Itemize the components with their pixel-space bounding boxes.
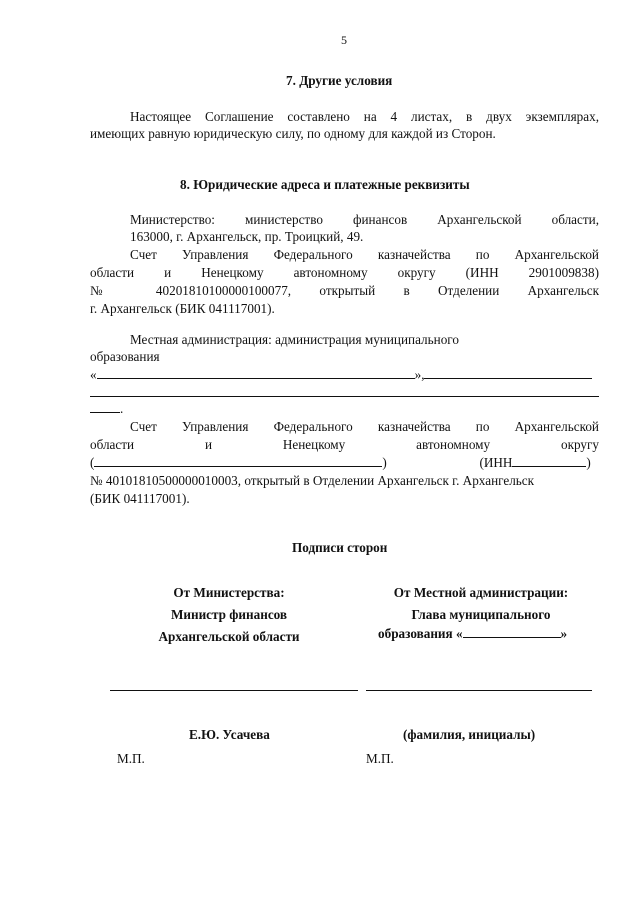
section-8-heading: 8. Юридические адреса и платежные реквизиты (180, 177, 470, 192)
section-7-paragraph-line-1: Настоящее Соглашение составлено на 4 листах, в двух экземплярах, (130, 109, 599, 124)
right-signature-line (366, 690, 592, 691)
left-signatory-name: Е.Ю. Усачева (189, 727, 270, 742)
left-title-1: Министр финансов (170, 607, 288, 622)
admin-account-line-3: ( ) (ИНН ) (90, 455, 591, 470)
right-title-2: образования « » (378, 626, 568, 641)
admin-account-line-1: Счет Управления Федерального казначейства по Архангельской (130, 419, 599, 434)
admin-address-end-mark: . (120, 401, 124, 416)
admin-account-blank (94, 455, 382, 467)
ministry-account-line-1: Счет Управления Федерального казначейства по Архангельской (130, 247, 599, 262)
admin-account-line-5: (БИК 041117001). (90, 491, 190, 506)
admin-address-blank-3-row (90, 400, 123, 417)
admin-address-blank-2 (90, 396, 599, 397)
admin-account-line-4: № 40101810500000010003, открытый в Отделении Архангельск г. Архангельск (90, 473, 535, 488)
right-from: От Местной администрации: (393, 585, 569, 600)
section-7-heading: 7. Другие условия (286, 73, 393, 88)
left-signature-line (110, 690, 358, 691)
ministry-account-line-2: области и Ненецкому автономному округу (ИНН 2901009838) (90, 265, 599, 280)
right-title-1: Глава муниципального (411, 607, 551, 622)
admin-address-blank-3 (90, 401, 120, 413)
page-number: 5 (341, 33, 347, 47)
section-7-paragraph-line-2: имеющих равную юридическую силу, по одному для каждой из Сторон. (90, 126, 496, 141)
left-title-2: Архангельской области (158, 629, 300, 644)
signatures-heading: Подписи сторон (292, 540, 388, 555)
admin-address-blank-1 (424, 367, 592, 379)
left-from: От Министерства: (173, 585, 285, 600)
admin-inn-blank (512, 455, 586, 467)
local-admin-line-1: Местная администрация: администрация муниципального (130, 332, 459, 347)
ministry-line-2: 163000, г. Архангельск, пр. Троицкий, 49. (130, 229, 364, 244)
right-municipality-blank (463, 626, 561, 638)
ministry-account-line-3: № 40201810100000100077, открытый в Отделении Архангельск (90, 283, 599, 298)
local-admin-name-blank-row (90, 366, 599, 383)
right-stamp-label: М.П. (366, 751, 394, 766)
right-signatory-name: (фамилия, инициалы) (403, 727, 536, 742)
left-stamp-label: М.П. (117, 751, 145, 766)
ministry-account-line-4: г. Архангельск (БИК 041117001). (90, 301, 275, 316)
admin-name-blank (97, 367, 415, 379)
open-quote: « (90, 367, 97, 382)
local-admin-line-2: образования (90, 349, 160, 364)
ministry-line-1: Министерство: министерство финансов Архангельской области, (130, 212, 599, 227)
admin-account-line-2: области и Ненецкому автономному округу (90, 437, 599, 452)
close-quote: », (414, 367, 425, 382)
